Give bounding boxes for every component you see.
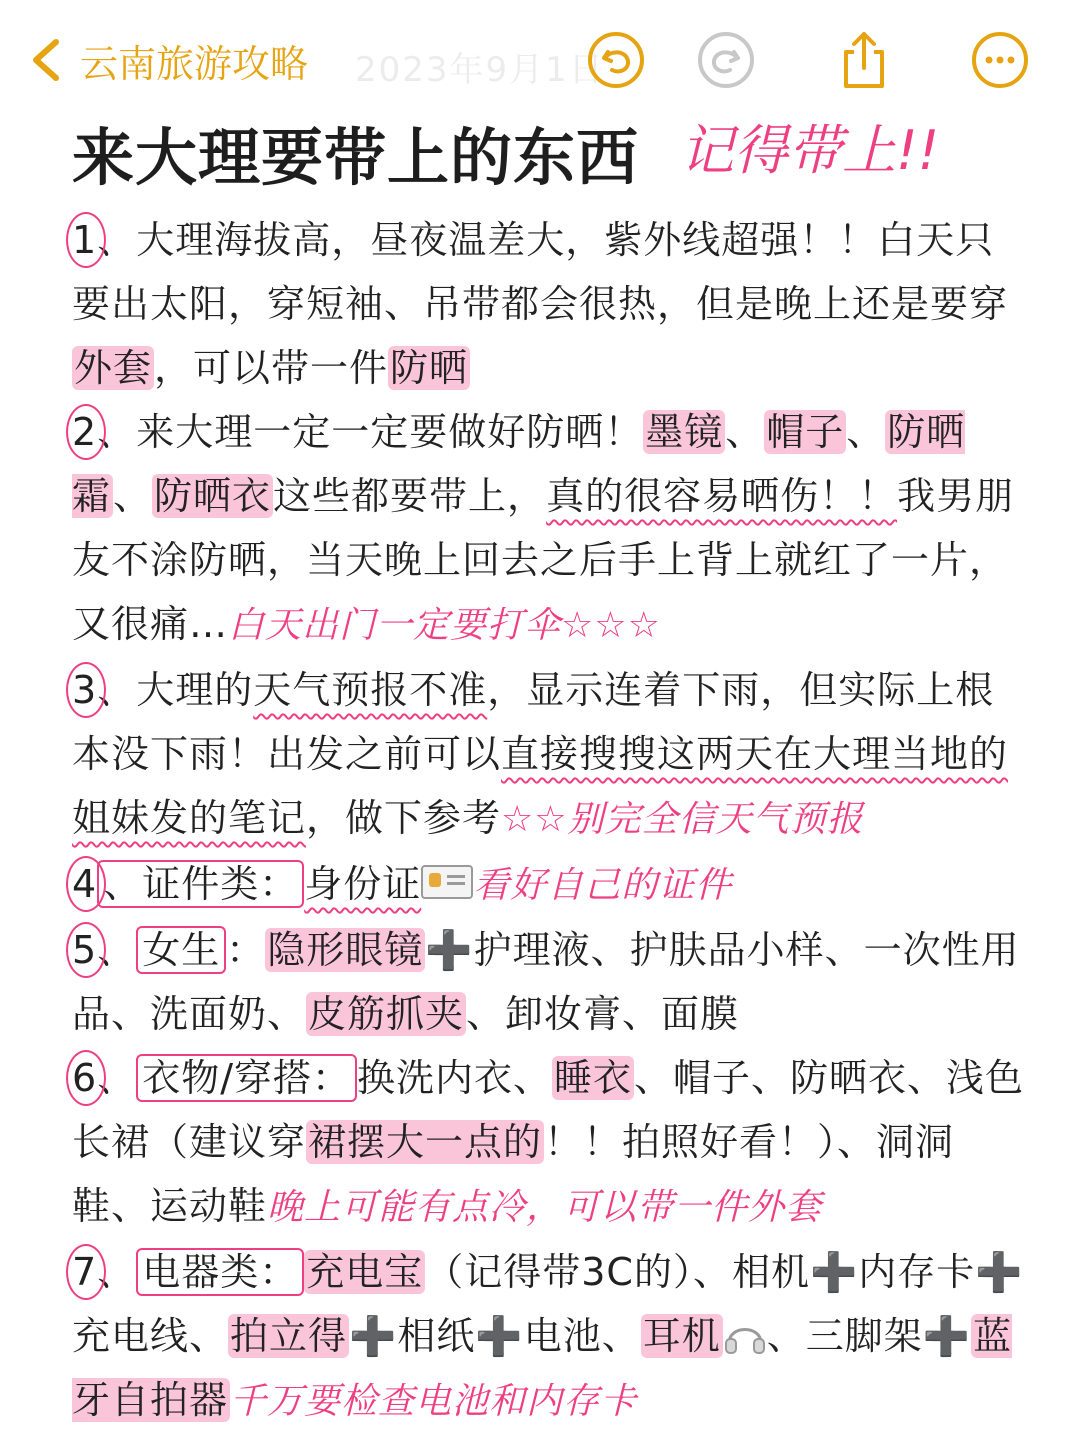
item-number: 2 [72,400,97,464]
item-text: 、大理的 [97,668,254,712]
navigation-bar [0,0,1080,120]
highlight-text: 充电宝 [306,1250,424,1294]
item-number: 1 [72,208,97,272]
note-date: 2023年9月1日 [355,50,605,90]
underlined-text: 天气预报不准 [253,668,488,712]
item-text: 、帽子、防晒衣、浅色长裙（建议穿 [72,1056,1025,1164]
list-item-2 [72,400,1032,658]
underlined-text: 身份证 [304,862,422,906]
boxed-heading: 、证件类： [97,860,304,908]
item-text: ，显示连着下雨，但实际上根本没下雨！出发之前可以 [72,668,995,776]
item-text: 、大理海拔高，昼夜温差大，紫外线超强！！白天只要出太阳，穿短袖、吊带都会很热，但是晚上还是要穿 [72,218,1009,326]
back-label: 云南旅游攻略 [80,41,309,86]
highlight-text: 耳机 [642,1314,721,1358]
item-text: ！！拍照好看！）、洞洞鞋、运动鞋 [72,1120,955,1228]
note-body[interactable] [72,208,1032,1434]
highlight-text: 外套 [74,346,153,390]
item-text: 、卸妆膏、面膜 [466,992,740,1036]
highlight-text: 皮筋抓夹 [308,992,465,1036]
list-item-6 [72,1046,1032,1240]
plus-icon: ➕ [809,1250,859,1294]
item-text: 这些都要带上， [273,474,547,518]
list-item-4 [72,852,1032,918]
highlight-text: 帽子 [766,410,845,454]
plus-icon: ➕ [475,1314,524,1358]
item-text: ，可以带一件 [154,346,389,390]
plus-icon: ➕ [349,1314,398,1358]
boxed-heading: 衣物/穿搭： [136,1054,357,1102]
highlight-text: 墨镜 [645,410,724,454]
item-number: 4 [72,852,97,916]
note-title[interactable]: 来大理要带上的东西 [72,121,640,194]
list-item-1 [72,208,1032,400]
id-card-icon [421,865,473,899]
underlined-text: 直接搜搜这两天在大理当地的姐妹发的笔记 [72,732,1009,840]
handwritten-annotation: ☆☆别完全信天气预报 [501,799,864,840]
list-item-3 [72,658,1032,852]
highlight-text: 睡衣 [554,1056,633,1100]
item-number: 6 [72,1046,97,1110]
plus-icon: ➕ [975,1250,1024,1294]
redo-button[interactable] [694,28,758,92]
highlight-text: 蓝牙自拍器 [72,1314,1013,1422]
list-item-5 [72,918,1032,1046]
item-text: 我男朋友不涂防晒，当天晚上回去之后手上背上就红了一片，又很痛… [72,474,1015,646]
boxed-heading: 女生 [136,926,226,974]
plus-icon: ➕ [922,1314,972,1358]
headphones-icon [723,1315,767,1355]
handwritten-annotation: 白天出门一定要打伞☆☆☆ [228,605,661,646]
item-text: 、 [725,410,765,454]
item-text: 相纸 [397,1314,476,1358]
underlined-text: 真的很容易晒伤！！ [546,474,898,518]
more-button[interactable] [968,28,1032,92]
highlight-text: 防晒 [390,346,469,390]
chevron-left-icon [28,36,64,84]
redo-icon [696,30,756,90]
more-icon [970,30,1030,90]
plus-icon: ➕ [425,928,474,972]
item-text: 、来大理一定一定要做好防晒！ [97,410,644,454]
handwritten-annotation: 晚上可能有点冷，可以带一件外套 [267,1187,823,1228]
share-button[interactable] [832,28,896,92]
back-button[interactable] [28,28,308,92]
item-text: 换洗内衣、 [357,1056,553,1100]
item-number: 5 [72,918,97,982]
item-text: 充电线、 [72,1314,229,1358]
undo-button[interactable] [584,28,648,92]
item-text: 护理液、护肤品小样、一次性用品、洗面奶、 [72,928,1020,1036]
item-text: 、 [113,474,153,518]
highlight-text: 拍立得 [230,1314,348,1358]
item-text: 电池、 [523,1314,641,1358]
title-annotation: 记得带上!! [680,119,940,182]
item-text: 、 [97,928,137,972]
item-number: 7 [72,1240,97,1304]
list-item-7 [72,1240,1032,1434]
undo-icon [586,30,646,90]
handwritten-annotation: 千万要检查电池和内存卡 [230,1381,638,1422]
item-text: 内存卡 [858,1250,976,1294]
boxed-heading: 电器类： [136,1248,304,1296]
highlight-text: 防晒霜 [72,410,966,518]
item-text: ： [226,928,266,972]
item-text: ，做下参考 [306,796,502,840]
highlight-text: 裙摆大一点的 [308,1120,543,1164]
item-text: 、 [97,1056,137,1100]
handwritten-annotation: 看好自己的证件 [473,865,733,906]
item-text: 、 [97,1250,137,1294]
highlight-text: 隐形眼镜 [267,928,424,972]
item-text: 、 [846,410,886,454]
item-text: （记得带3C的）、相机 [425,1250,810,1294]
item-number: 3 [72,658,97,722]
highlight-text: 防晒衣 [154,474,272,518]
item-text: 、三脚架 [766,1314,923,1358]
share-icon [834,30,894,90]
